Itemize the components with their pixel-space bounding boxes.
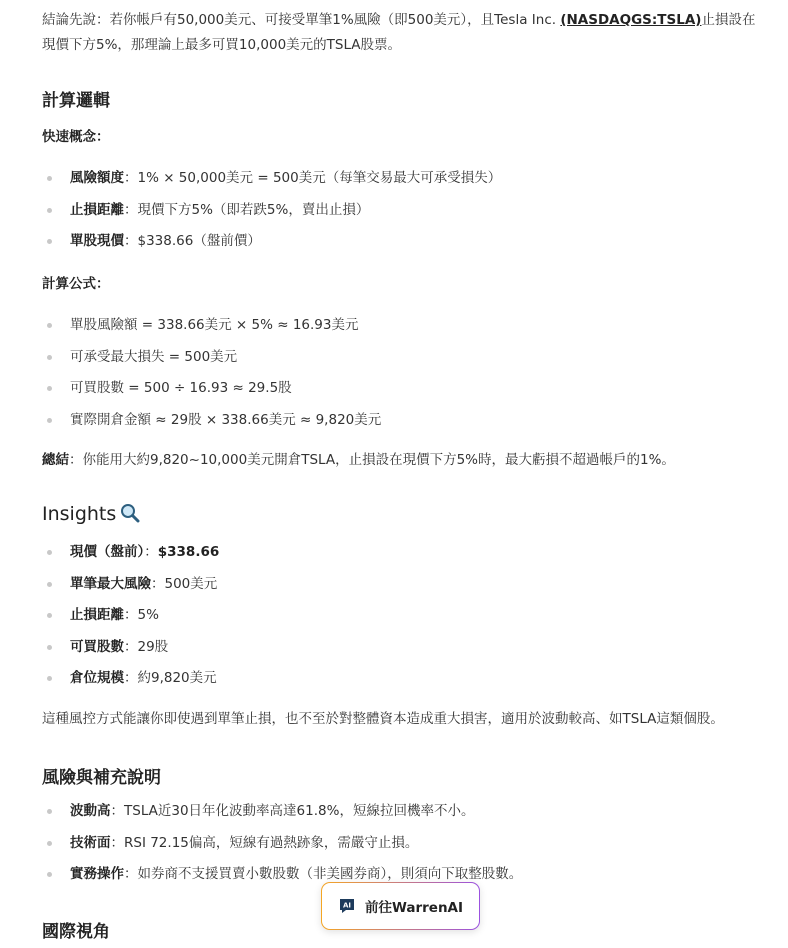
item-label: 止損距離 [70,201,124,218]
item-label: 風險額度 [70,170,124,186]
insights-heading [42,503,140,525]
list-item [42,636,762,668]
risk-heading: 風險與補充說明 [42,768,161,788]
intro-paragraph [42,8,762,58]
svg-text:AI: AI [342,901,351,910]
item-text: ：TSLA近30日年化波動率高達61.8%，短線拉回機率不小。 [110,803,475,819]
item-label: 可買股數 [70,638,124,655]
list-item [42,199,762,231]
concept-list [42,167,762,262]
magnifier-icon [120,503,140,523]
formula-list [42,314,762,440]
list-item [42,667,762,699]
list-item: 實際開倉金額 ≈ 29股 × 338.66美元 ≈ 9,820美元 [42,409,762,441]
item-text: ： [144,544,158,560]
list-item [42,167,762,199]
intro-text: 結論先說：若你帳戶有50,000美元、可接受單筆1%風險（即500美元），且Tesla Inc. [42,12,561,28]
item-value: $338.66 [157,544,220,560]
item-text: ：現價下方5%（即若跌5%，賣出止損） [124,201,370,218]
item-label: 技術面 [70,834,111,851]
summary-text: ：你能用大約9,820~10,000美元開倉TSLA，止損設在現價下方5%時，最大虧損不超過帳戶的1%。 [69,452,675,468]
item-label: 單股現價 [70,233,124,249]
insights-note: 這種風控方式能讓你即使遇到單筆止損，也不至於對整體資本造成重大損害，適用於波動較高、如TSLA這類個股。 [42,711,724,727]
list-item [42,800,762,832]
list-item [42,832,762,864]
item-label: 波動高 [70,803,111,819]
item-text: ：29股 [124,638,169,655]
item-text: ：5% [124,607,159,623]
intro-text-end: 止損設在現價下方5%，那理論上最多可買10,000美元的TSLA股票。 [42,12,756,53]
item-label: 倉位規模 [70,670,124,686]
list-item [42,604,762,636]
ticker-link[interactable]: (NASDAQGS:TSLA) [560,12,702,28]
item-label: 現價（盤前） [70,544,145,560]
list-item [42,541,762,573]
list-item: 單股風險額 = 338.66美元 × 5% ≈ 16.93美元 [42,314,762,346]
item-label: 單筆最大風險 [70,575,151,592]
insights-list [42,541,762,699]
list-item: 可買股數 = 500 ÷ 16.93 ≈ 29.5股 [42,377,762,409]
list-item [42,573,762,605]
item-text: ：RSI 72.15偏高，短線有過熱跡象，需嚴守止損。 [110,834,419,851]
item-label: 實務操作 [70,866,124,882]
insights-heading-text: Insights [42,503,117,525]
risk-list [42,800,762,895]
global-heading: 國際視角 [42,922,110,942]
list-item [42,230,762,262]
item-label: 止損距離 [70,607,124,623]
concept-title: 快速概念： [42,129,110,145]
summary-label: 總結 [42,452,69,468]
warrenai-button-label: 前往WarrenAI [364,900,464,916]
formula-title: 計算公式： [42,276,110,292]
item-text: ：$338.66（盤前價） [124,233,261,249]
item-text: ：約9,820美元 [124,670,217,686]
item-text: ：1% × 50,000美元 = 500美元（每筆交易最大可承受損失） [124,170,502,186]
warrenai-button[interactable] [321,882,480,930]
calc-heading: 計算邏輯 [42,91,110,111]
summary-paragraph [42,448,762,473]
list-item: 可承受最大損失 = 500美元 [42,346,762,378]
ai-logo-icon [338,897,356,915]
item-text: ：如券商不支援買賣小數股數（非美國券商），則須向下取整股數。 [124,866,523,882]
item-text: ：500美元 [151,575,218,592]
